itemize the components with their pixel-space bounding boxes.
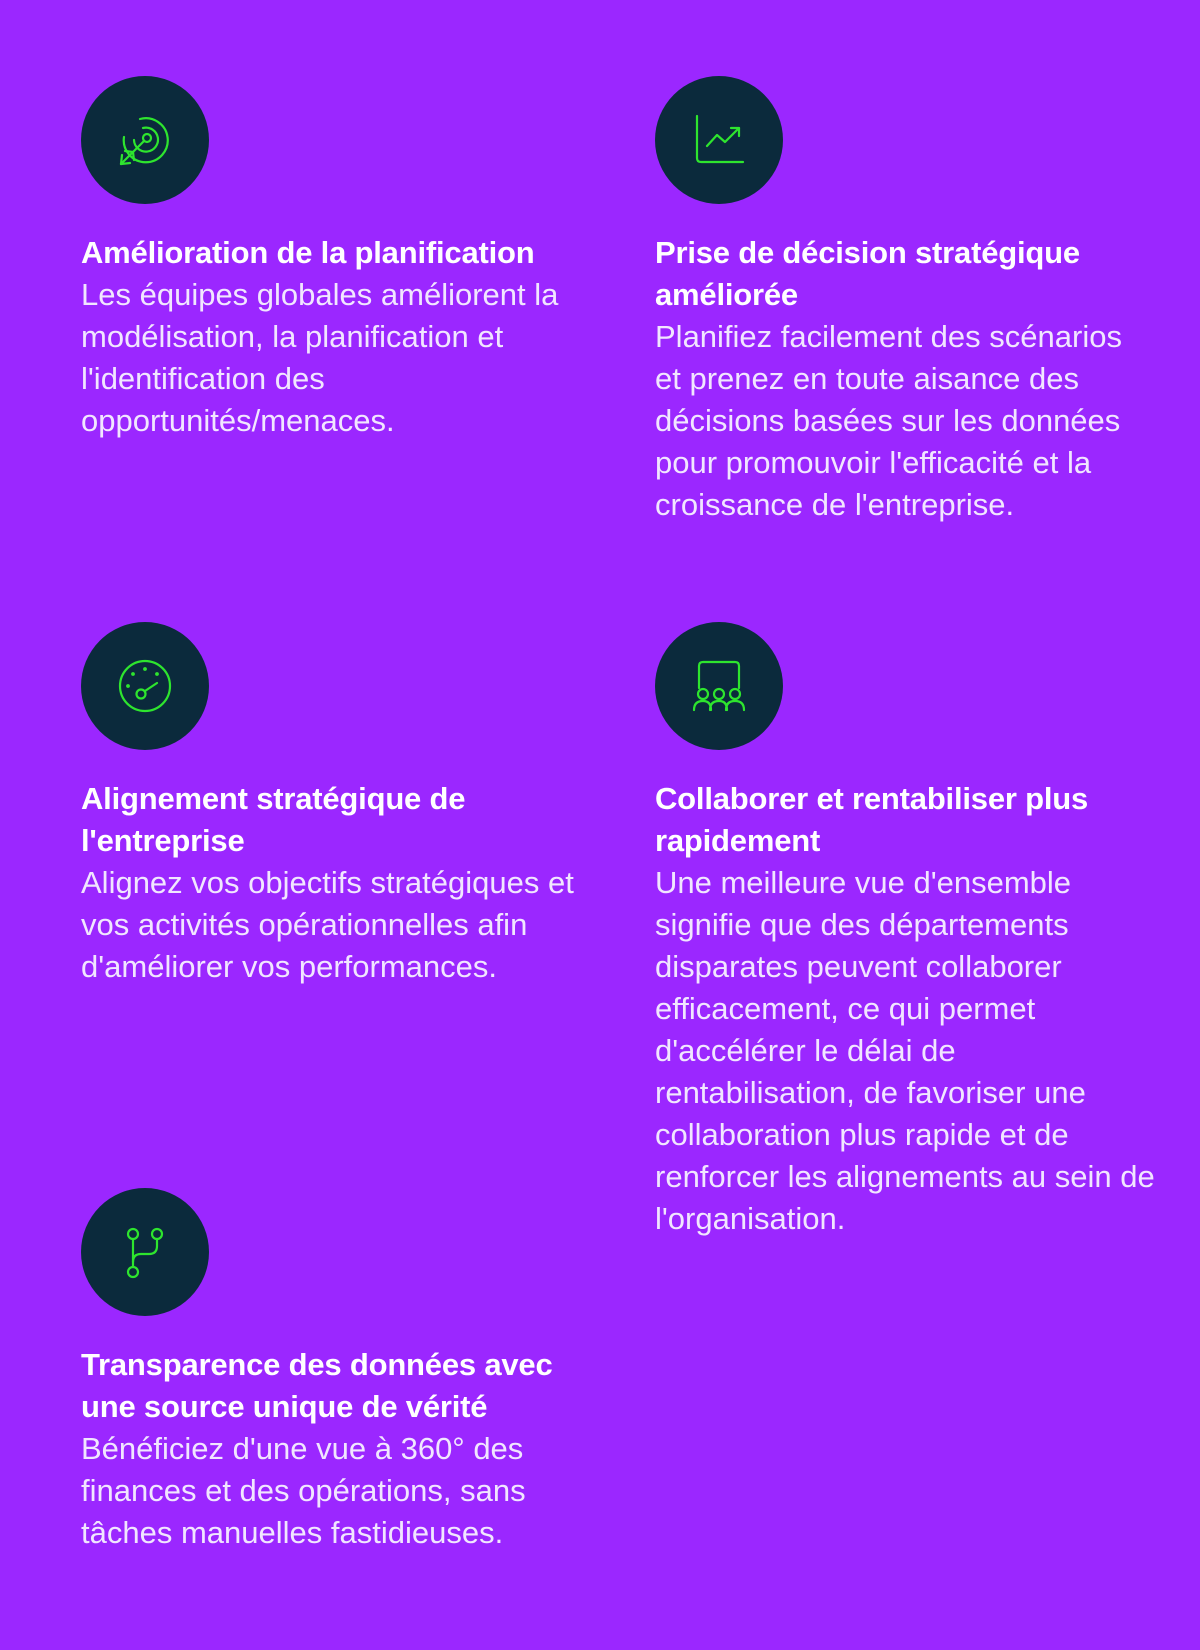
feature-title: Amélioration de la planification: [81, 235, 535, 270]
icon-circle: [81, 622, 209, 750]
feature-card-planning: [81, 76, 581, 442]
feature-description: Les équipes globales améliorent la modélisation, la planification et l'identification des opportunités/menaces.: [81, 277, 559, 438]
feature-card-alignment: [81, 622, 581, 988]
icon-circle: [655, 76, 783, 204]
gauge-icon: [115, 656, 175, 716]
feature-description: Alignez vos objectifs stratégiques et vos activités opérationnelles afin d'améliorer vos performances.: [81, 865, 574, 984]
feature-description: Une meilleure vue d'ensemble signifie que des départements disparates peuvent collaborer efficacement, ce qui permet d'accélérer le délai de rentabilisation, de favoriser une collaboration plus rapide et de renforcer les alignements au sein de l'organisation.: [655, 865, 1155, 1236]
feature-title: Alignement stratégique de l'entreprise: [81, 781, 466, 858]
feature-title: Prise de décision stratégique améliorée: [655, 235, 1080, 312]
icon-circle: [655, 622, 783, 750]
icon-circle: [81, 1188, 209, 1316]
target-arrow-icon: [115, 110, 175, 170]
feature-description: Planifiez facilement des scénarios et prenez en toute aisance des décisions basées sur les données pour promouvoir l'efficacité et la croissance de l'entreprise.: [655, 319, 1122, 522]
branch-icon: [115, 1222, 175, 1282]
feature-description: Bénéficiez d'une vue à 360° des finances et des opérations, sans tâches manuelles fastidieuses.: [81, 1431, 526, 1550]
feature-title: Collaborer et rentabiliser plus rapidement: [655, 781, 1089, 858]
icon-circle: [81, 76, 209, 204]
feature-card-decision: [655, 76, 1155, 526]
trending-chart-icon: [689, 110, 749, 170]
team-presentation-icon: [689, 656, 749, 716]
feature-title: Transparence des données avec une source unique de vérité: [81, 1347, 553, 1424]
feature-card-collaboration: [655, 622, 1155, 1240]
feature-card-transparency: [81, 1188, 601, 1554]
